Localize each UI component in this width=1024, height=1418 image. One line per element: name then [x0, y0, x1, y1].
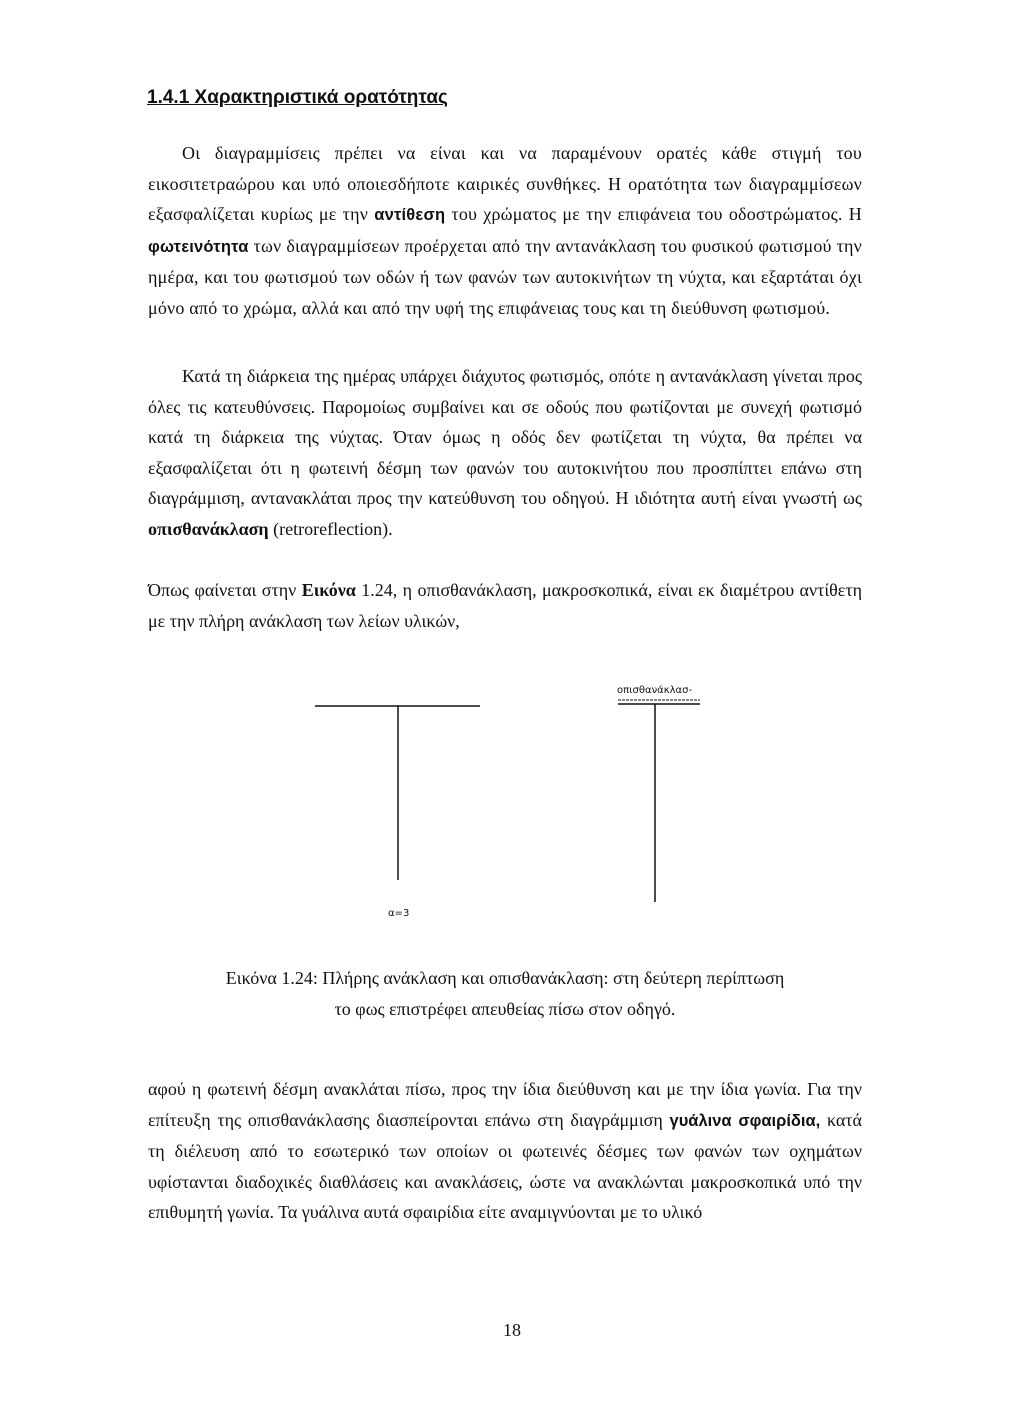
paragraph-visibility	[148, 138, 862, 323]
paragraph-text: κατά τη διέλευση από το εσωτερικό των οποίων οι φωτεινές δέσμες των φανών των οχημάτων υφίστανται διαδοχικές διαθλάσεις και ανακλάσεις, ώστε να ανακλώνται μακροσκοπικά υπό την επιθυμητή γωνία. Τα γυάλινα αυτά σφαιρίδια είτε αναμιγνύονται με το υλικό	[148, 1109, 862, 1222]
figure-reference: Εικόνα	[301, 580, 356, 600]
angle-label: α=3	[388, 908, 410, 919]
paragraph-figure-reference	[148, 575, 862, 636]
paragraph-text: 1.24, η οπισθανάκλαση, μακροσκοπικά, είναι εκ διαμέτρου αντίθετη με την πλήρη ανάκλαση των λείων υλικών,	[148, 580, 863, 631]
section-heading: 1.4.1 Χαρακτηριστικά ορατότητας	[147, 87, 448, 108]
paragraph-text: του χρώματος με την επιφάνεια του οδοστρώματος. Η	[445, 204, 863, 224]
term-luminance: φωτεινότητα	[148, 237, 249, 256]
caption-line: το φως επιστρέφει απευθείας πίσω στον οδηγό.	[334, 998, 676, 1019]
paragraph-text: Κατά τη διάρκεια της ημέρας υπάρχει διάχυτος φωτισμός, οπότε η αντανάκλαση γίνεται προς όλες τις κατευθύνσεις. Παρομοίως συμβαίνει και σε οδούς που φωτίζονται με συνεχή φωτισμό κατά τη διάρκεια της νύχτας. Όταν όμως η οδός δεν φωτίζεται τη νύχτα, θα πρέπει να εξασφαλίζεται ότι η φωτεινή δέσμη των φανών του αυτοκινήτου που προσπίπτει επάνω στη διαγράμμιση, αντανακλάται προς την κατεύθυνση του οδηγού. Η ιδιότητα αυτή είναι γνωστή ως	[148, 366, 862, 508]
paragraph-glass-beads	[148, 1074, 862, 1228]
retroreflection-label: οπισθανάκλασ-	[617, 685, 693, 696]
term-contrast: αντίθεση	[374, 206, 446, 224]
paragraph-retroreflection	[148, 361, 862, 544]
paragraph-text: των διαγραμμίσεων προέρχεται από την αντανάκλαση του φυσικού φωτισμού την ημέρα, και του φωτισμού των οδών ή των φανών των αυτοκινήτων τη νύχτα, και εξαρτάται όχι μόνο από το χρώμα, αλλά και από την υφή της επιφάνειας τους και τη διεύθυνση φωτισμού.	[148, 235, 862, 318]
figure-caption	[148, 963, 862, 1024]
term-glass-beads: γυάλινα σφαιρίδια,	[669, 1111, 821, 1130]
paragraph-text: (retroreflection).	[268, 518, 393, 539]
paragraph-text: αφού η φωτεινή δέσμη ανακλάται πίσω, προς την ίδια διεύθυνση και με την ίδια γωνία. Για την επίτευξη της οπισθανάκλασης διασπείρονται επάνω στη διαγράμμιση	[148, 1079, 862, 1130]
paragraph-text: Όπως φαίνεται στην	[148, 580, 302, 600]
paragraph-text: Οι διαγραμμίσεις πρέπει να είναι και να παραμένουν ορατές κάθε στιγμή του εικοσιτετραώρου και υπό οποιεσδήποτε καιρικές συνθήκες. Η ορατότητα των διαγραμμίσεων εξασφαλίζεται κυρίως με την	[148, 143, 862, 224]
caption-line: Εικόνα 1.24: Πλήρης ανάκλαση και οπισθανάκλαση: στη δεύτερη περίπτωση	[225, 968, 785, 988]
page-number: 18	[503, 1320, 521, 1340]
reflection-figure	[300, 670, 740, 932]
term-retroreflection: οπισθανάκλαση	[148, 518, 269, 539]
